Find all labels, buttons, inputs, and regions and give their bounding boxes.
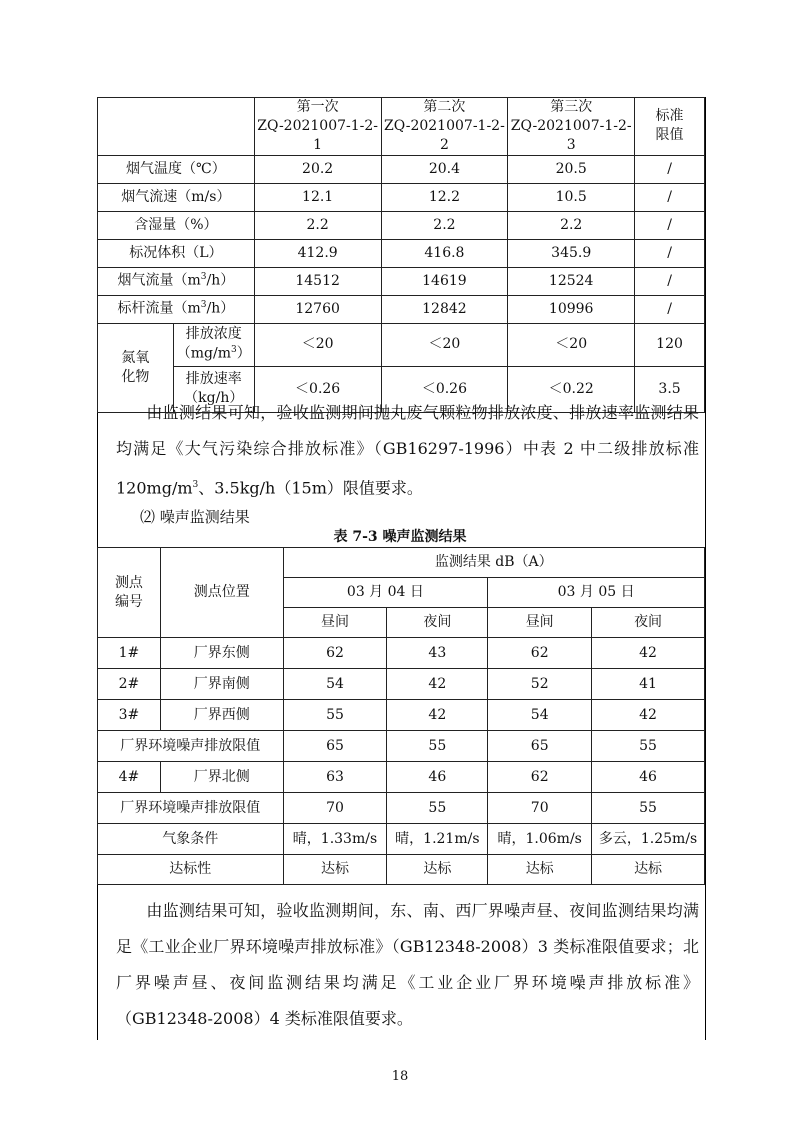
cell-value: 12.2	[381, 183, 508, 211]
paragraph-exhaust-conclusion: 由监测结果可知，验收监测期间抛丸废气颗粒物排放浓度、排放速率监测结果均满足《大气污染综合排放标准》（GB16297-1996）中表 2 中二级排放标准 $120mg/m^3$、3.5kg/h（15m）限值要求。	[116, 403, 699, 498]
cell-standard: /	[635, 295, 705, 323]
header-second: 第二次 ZQ-2021007-1-2-2	[381, 98, 508, 156]
row-label: 含湿量（%）	[98, 211, 255, 239]
cell-value: 达标	[592, 855, 705, 885]
cell-value: 20.5	[508, 155, 635, 183]
cell-standard: 120	[635, 323, 705, 366]
cell-limit-label: 厂界环境噪声排放限值	[98, 731, 284, 762]
cell-value: 晴，1.06m/s	[488, 824, 592, 855]
cell-value: 14619	[381, 267, 508, 295]
header-night: 夜间	[592, 608, 705, 638]
cell-location: 厂界西侧	[160, 700, 283, 731]
cell-value: 达标	[387, 855, 488, 885]
header-day: 昼间	[488, 608, 592, 638]
cell-value: 12.1	[254, 183, 381, 211]
table-row	[98, 855, 705, 885]
cell-value: 345.9	[508, 239, 635, 267]
cell-value: 42	[592, 700, 705, 731]
row-label: 烟气流量$(m^3/h)$	[98, 267, 255, 295]
cell-value: 12842	[381, 295, 508, 323]
cell-value: 2.2	[381, 211, 508, 239]
table-row	[98, 295, 705, 323]
cell-standard: /	[635, 211, 705, 239]
cell-standard: /	[635, 267, 705, 295]
cell-point-id: 1#	[98, 638, 161, 669]
cell-value: 达标	[488, 855, 592, 885]
rate-label: 排放速率 （kg/h）	[173, 366, 254, 412]
cell-value: 70	[283, 793, 387, 824]
table-row	[98, 239, 705, 267]
table-row	[98, 793, 705, 824]
nox-group-label: 氮氧 化物	[98, 323, 174, 412]
cell-value: 14512	[254, 267, 381, 295]
cell-value: ＜0.26	[254, 366, 381, 412]
cell-value: 10996	[508, 295, 635, 323]
cell-value: 42	[387, 669, 488, 700]
cell-value: 54	[488, 700, 592, 731]
header-point-id: 测点 编号	[98, 548, 161, 638]
cell-point-id: 4#	[98, 762, 161, 793]
table-row	[98, 824, 705, 855]
header-night: 夜间	[387, 608, 488, 638]
cell-value: 晴，1.21m/s	[387, 824, 488, 855]
row-label: 烟气温度（℃）	[98, 155, 255, 183]
cell-value: ＜0.26	[381, 366, 508, 412]
table-row	[98, 183, 705, 211]
cell-location: 厂界东侧	[160, 638, 283, 669]
table-row	[98, 731, 705, 762]
cell-value: 42	[387, 700, 488, 731]
cell-value: ＜20	[381, 323, 508, 366]
header-standard: 标准 限值	[635, 98, 705, 156]
cell-limit-label: 厂界环境噪声排放限值	[98, 793, 284, 824]
table-row	[98, 669, 705, 700]
table-caption: 表 7-3 噪声监测结果	[333, 529, 467, 545]
cell-value: 41	[592, 669, 705, 700]
cell-value: 55	[387, 731, 488, 762]
cell-value: ＜20	[508, 323, 635, 366]
cell-value: 62	[283, 638, 387, 669]
cell-value: 2.2	[508, 211, 635, 239]
cell-value: 52	[488, 669, 592, 700]
cell-value: 2.2	[254, 211, 381, 239]
paragraph-noise-conclusion: 由监测结果可知，验收监测期间，东、南、西厂界噪声昼、夜间监测结果均满足《工业企业厂界环境噪声排放标准》（GB12348-2008）3 类标准限值要求；北厂界噪声昼、夜间监测结果均满足《工业企业厂界环境噪声排放标准》（GB12348-2008）4 类标准限值要求。	[116, 901, 699, 1028]
cell-value: 62	[488, 638, 592, 669]
cell-value: 63	[283, 762, 387, 793]
cell-standard: /	[635, 239, 705, 267]
cell-value: 46	[592, 762, 705, 793]
table-header-row	[98, 548, 705, 578]
cell-standard: /	[635, 183, 705, 211]
cell-value: 12760	[254, 295, 381, 323]
row-label: 标况体积（L）	[98, 239, 255, 267]
cell-standard: 3.5	[635, 366, 705, 412]
cell-value: 416.8	[381, 239, 508, 267]
cell-value: 62	[488, 762, 592, 793]
cell-value: 65	[283, 731, 387, 762]
row-label: 烟气流速（m/s）	[98, 183, 255, 211]
cell-value: 412.9	[254, 239, 381, 267]
cell-weather-label: 气象条件	[98, 824, 284, 855]
table-header-row	[98, 98, 705, 156]
cell-value: 多云，1.25m/s	[592, 824, 705, 855]
conc-label: 排放浓度 $(mg/m^3)$	[173, 323, 254, 366]
cell-location: 厂界北侧	[160, 762, 283, 793]
cell-value: 46	[387, 762, 488, 793]
table-row	[98, 323, 705, 366]
cell-value: 55	[387, 793, 488, 824]
cell-value: 10.5	[508, 183, 635, 211]
cell-value: 42	[592, 638, 705, 669]
table-row	[98, 267, 705, 295]
cell-value: 晴，1.33m/s	[283, 824, 387, 855]
row-label: 标杆流量$(m^3/h)$	[98, 295, 255, 323]
cell-value: 达标	[283, 855, 387, 885]
table-row	[98, 211, 705, 239]
section-heading-noise: ⑵ 噪声监测结果	[140, 508, 250, 526]
cell-location: 厂界南侧	[160, 669, 283, 700]
cell-point-id: 3#	[98, 700, 161, 731]
cell-value: ＜20	[254, 323, 381, 366]
cell-value: 43	[387, 638, 488, 669]
header-third: 第三次 ZQ-2021007-1-2-3	[508, 98, 635, 156]
cell-value: 12524	[508, 267, 635, 295]
cell-value: ＜0.22	[508, 366, 635, 412]
table-row	[98, 762, 705, 793]
header-result: 监测结果 dB（A）	[283, 548, 704, 578]
cell-value: 65	[488, 731, 592, 762]
cell-value: 55	[592, 793, 705, 824]
cell-value: 55	[592, 731, 705, 762]
cell-point-id: 2#	[98, 669, 161, 700]
cell-compliance-label: 达标性	[98, 855, 284, 885]
table-row	[98, 638, 705, 669]
exhaust-monitoring-table	[97, 97, 705, 413]
header-date-2: 03 月 05 日	[488, 578, 705, 608]
header-first: 第一次 ZQ-2021007-1-2-1	[254, 98, 381, 156]
page-number: 18	[391, 1069, 409, 1084]
cell-standard: /	[635, 155, 705, 183]
header-date-1: 03 月 04 日	[283, 578, 488, 608]
cell-value: 54	[283, 669, 387, 700]
cell-value: 70	[488, 793, 592, 824]
cell-value: 20.2	[254, 155, 381, 183]
table-row	[98, 700, 705, 731]
cell-value: 55	[283, 700, 387, 731]
noise-monitoring-table	[97, 547, 705, 885]
empty-header-cell	[98, 98, 255, 156]
cell-value: 20.4	[381, 155, 508, 183]
table-row	[98, 155, 705, 183]
header-location: 测点位置	[160, 548, 283, 638]
header-day: 昼间	[283, 608, 387, 638]
